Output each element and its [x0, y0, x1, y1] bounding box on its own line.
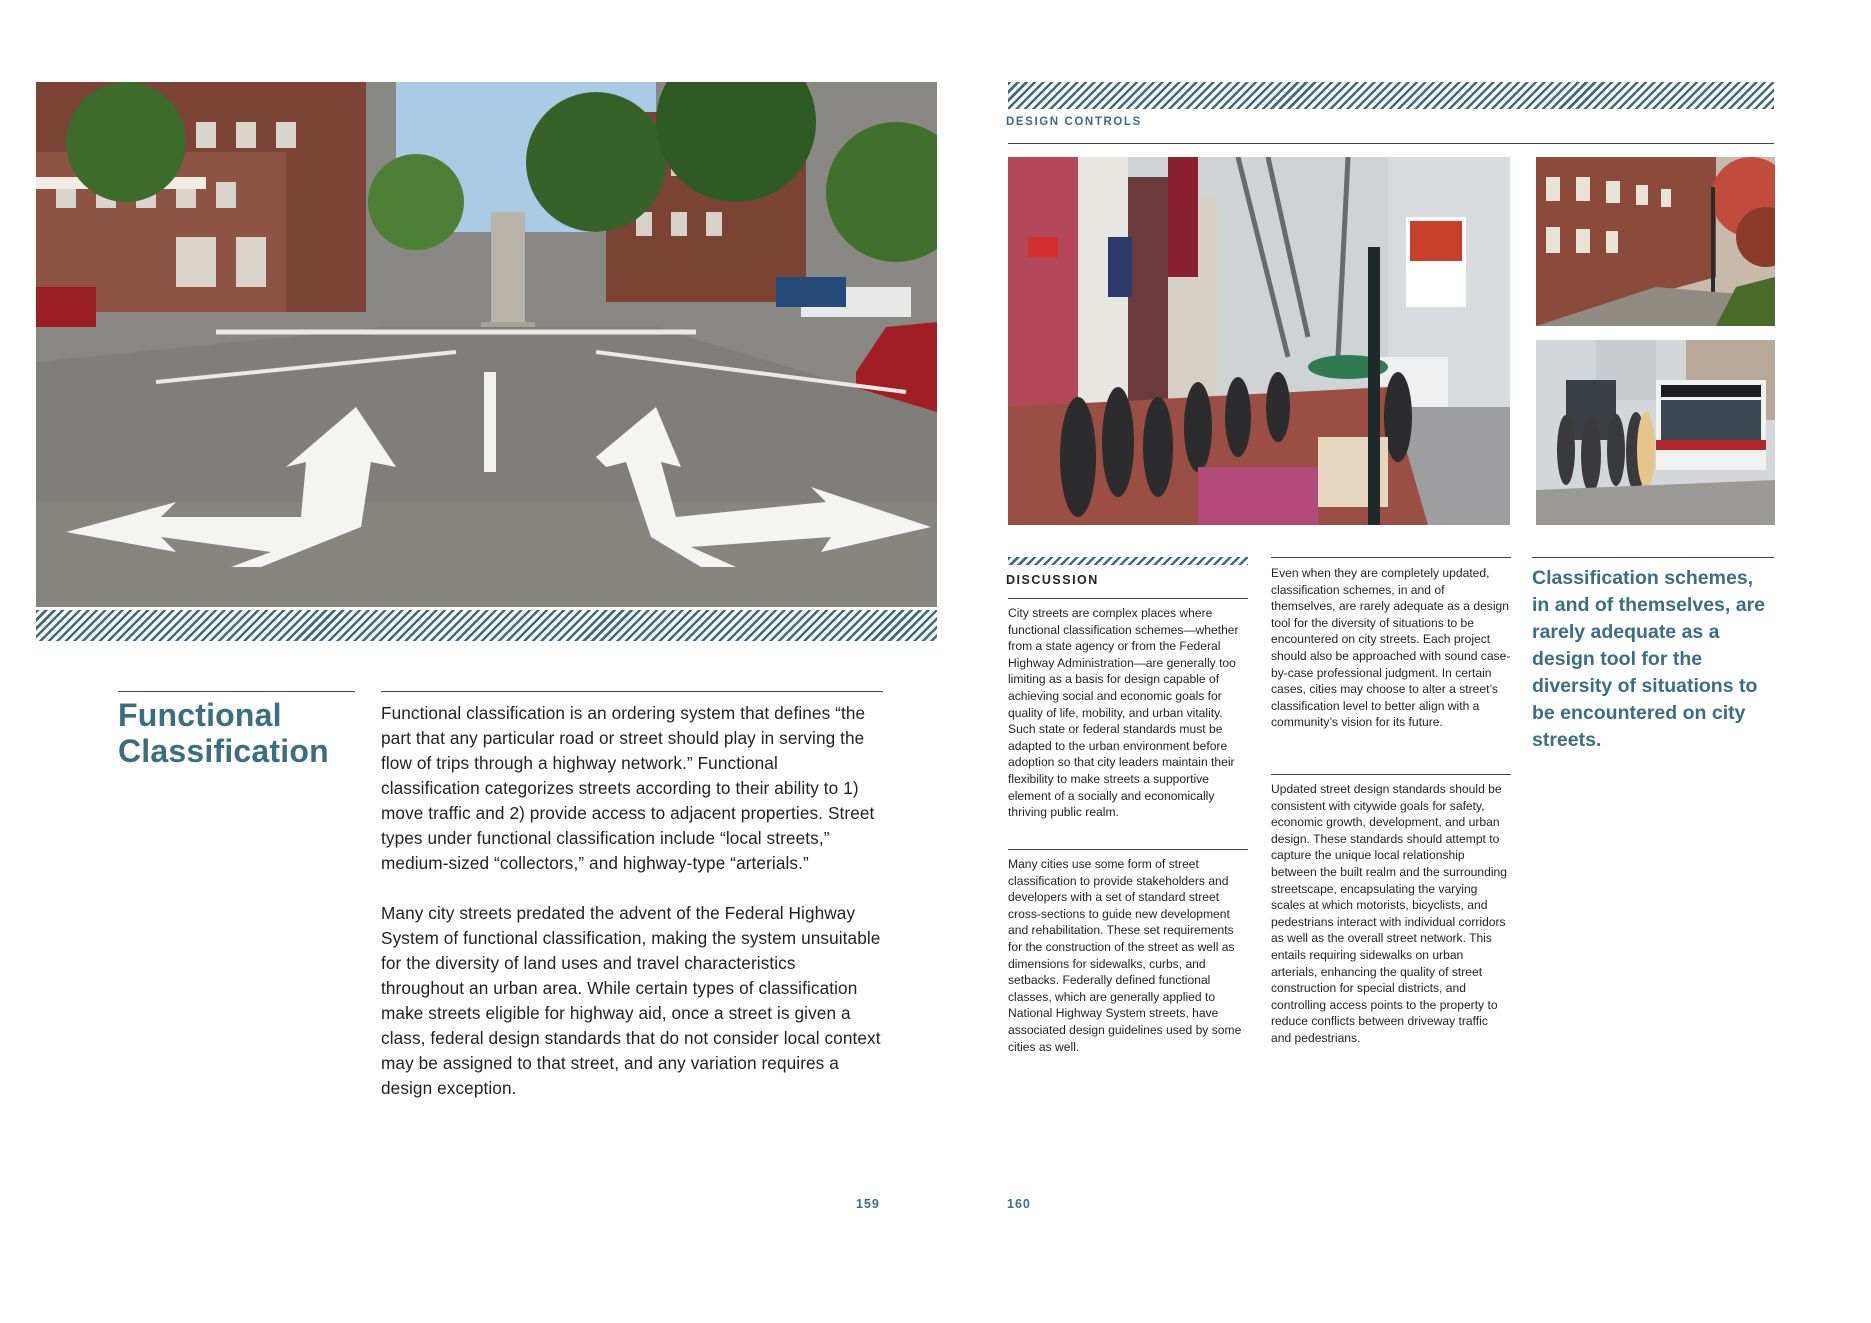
page-number-right: 160 — [1007, 1197, 1031, 1211]
discussion-hatch — [1008, 557, 1248, 565]
discussion-label: DISCUSSION — [1006, 573, 1099, 587]
discussion-column-1b — [1008, 856, 1248, 1055]
body-paragraph: Many city streets predated the advent of the Federal Highway System of functional classification, making the system unsuitable for the diversity of land uses and travel characteristics throughout an urban area. While certain types of classification make streets eligible for highway aid, once a street is given a class, federal design standards that do not consider local context may be assigned to that street, and any variation requires a design exception. — [381, 903, 881, 1098]
section-label: DESIGN CONTROLS — [1006, 116, 1142, 128]
discussion-rule — [1008, 598, 1248, 599]
discussion-paragraph: Many cities use some form of street classification to provide stakeholders and developers with a set of standard street cross-sections to guide new development and rehabilitation. These set requirements for the construction of the street as well as dimensions for sidewalks, curbs, and setbacks. Federally defined functional classes, which are generally applied to National Highway System streets, have associated design guidelines used by some cities as well. — [1008, 857, 1242, 1054]
column2-top-rule — [1271, 557, 1511, 558]
bus-stop-photo — [1536, 340, 1775, 525]
discussion-paragraph: Updated street design standards should be consistent with citywide goals for safety, economic growth, development, and urban design. These standards should attempt to capture the unique local relationship between the built realm and the surrounding streetscape, encapsulating the varying scales at which motorists, bicyclists, and pedestrians interact with individual corridors as well as the overall street network. This entails requiring sidewalks on urban arterials, enhancing the quality of street construction for special districts, and controlling access points to the property to reduce conflicts between driveway traffic and pedestrians. — [1271, 782, 1507, 1045]
right-hatch-band — [1008, 82, 1774, 109]
column1-divider — [1008, 849, 1248, 850]
rowhouse-photo — [1536, 157, 1775, 326]
section-rule — [1008, 143, 1774, 144]
discussion-column-1 — [1008, 605, 1248, 821]
column2-divider — [1271, 774, 1511, 775]
pull-quote-rule — [1532, 557, 1774, 558]
discussion-paragraph: Even when they are completely updated, classification schemes, in and of themselves, are rarely adequate as a design tool for the diversity of situations to be encountered on city streets. Each project should also be approached with sound case-by-case professional judgment. In certain cases, cities may choose to alter a street’s classification level to better align with a community’s vision for its future. — [1271, 566, 1511, 730]
title-rule — [118, 691, 355, 692]
sidewalk-crowd-photo — [1008, 157, 1510, 525]
discussion-paragraph: City streets are complex places where functional classification schemes—whether from a state agency or from the Federal Highway Administration—are generally too limiting as a basis for design capable of achieving social and economic goals for quality of life, mobility, and urban vitality. Such state or federal standards must be adapted to the urban environment before adoption so that city leaders maintain their flexibility to make streets a supportive element of a socially and economically thriving public realm. — [1008, 606, 1239, 820]
intersection-photo — [36, 82, 937, 607]
discussion-column-2b — [1271, 781, 1511, 1047]
page-title: Functional Classification — [118, 697, 329, 769]
page-number-left: 159 — [856, 1197, 880, 1211]
left-hatch-band — [36, 610, 937, 641]
left-body-text — [381, 701, 881, 1126]
body-paragraph: Functional classification is an ordering system that defines “the part that any particular road or street should play in serving the flow of trips through a highway network.” Functional classification categorizes streets according to their ability to 1) move traffic and 2) provide access to adjacent properties. Street types under functional classification include “local streets,” medium-sized “collectors,” and highway-type “arterials.” — [381, 703, 875, 873]
pull-quote: Classification schemes, in and of themselves, are rarely adequate as a design tool for the diversity of situations to be encountered on city streets. — [1532, 567, 1766, 751]
body-rule — [381, 691, 883, 692]
discussion-column-2 — [1271, 565, 1511, 731]
